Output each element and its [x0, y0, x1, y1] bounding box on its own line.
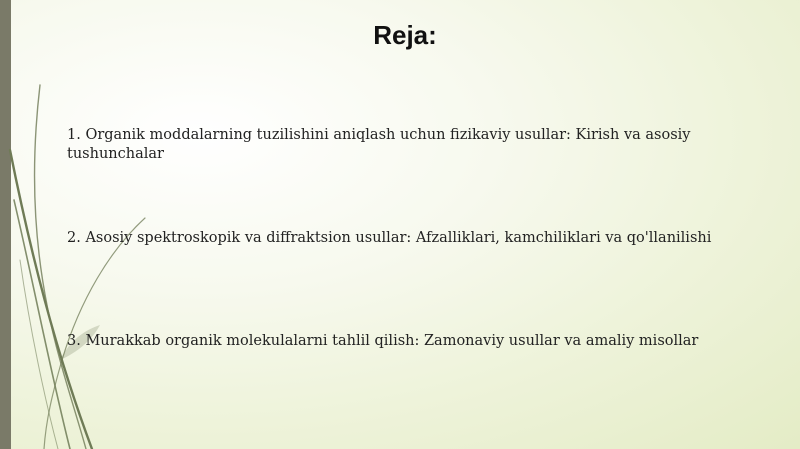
slide-title: Reja:	[373, 20, 437, 50]
plan-item-1: 1. Organik moddalarning tuzilishini aniqlash uchun fizikaviy usullar: Kirish va asosiy tushunchalar	[67, 127, 691, 162]
leaf-stem-decoration	[0, 0, 160, 449]
plan-item-2: 2. Asosiy spektroskopik va diffraktsion usullar: Afzalliklari, kamchiliklari va qo'llanilishi	[67, 230, 712, 246]
plan-item-3: 3. Murakkab organik molekulalarni tahlil qilish: Zamonaviy usullar va amaliy misollar	[67, 333, 699, 349]
